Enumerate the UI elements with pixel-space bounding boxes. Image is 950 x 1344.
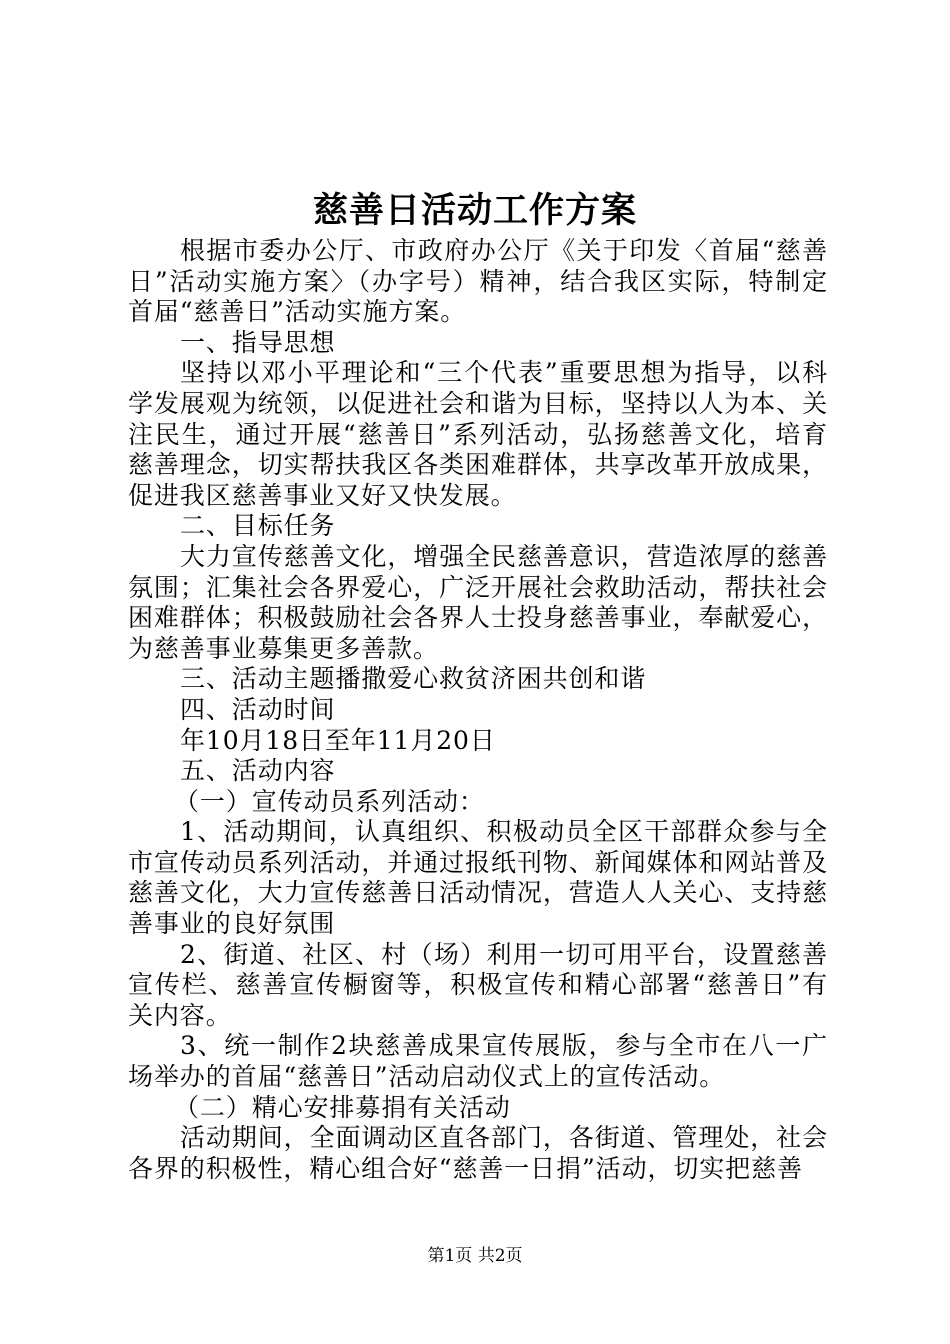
paragraph-fundraising: 活动期间，全面调动区直各部门，各街道、管理处，社会各界的积极性，精心组合好“慈善一日捐”活动，切实把慈善: [128, 1123, 828, 1183]
subsection-heading-fundraising: （二）精心安排募捐有关活动: [174, 1092, 511, 1122]
list-item-1: 1、活动期间，认真组织、积极动员全区干部群众参与全市宣传动员系列活动，并通过报纸刊物、新闻媒体和网站普及慈善文化，大力宣传慈善日活动情况，营造人人关心、支持慈善事业的良好氛围: [128, 817, 828, 939]
section-heading-guiding-ideology: 一、指导思想: [180, 327, 336, 357]
paragraph-intro: 根据市委办公厅、市政府办公厅《关于印发〈首届“慈善日”活动实施方案〉（办字号）精神，结合我区实际，特制定首届“慈善日”活动实施方案。: [128, 236, 828, 327]
section-heading-goals: 二、目标任务: [180, 511, 336, 541]
section-heading-time: 四、活动时间: [180, 694, 336, 724]
list-item-3: 3、统一制作2块慈善成果宣传展版，参与全市在八一广场举办的首届“慈善日”活动启动仪式上的宣传活动。: [128, 1031, 828, 1092]
section-heading-content: 五、活动内容: [180, 756, 336, 786]
document-title: 慈善日活动工作方案: [312, 190, 637, 231]
list-item-2: 2、街道、社区、村（场）利用一切可用平台，设置慈善宣传栏、慈善宣传橱窗等，积极宣传和精心部署“慈善日”有关内容。: [128, 939, 828, 1030]
page-number-footer: 第1页 共2页: [427, 1246, 523, 1266]
paragraph-goals: 大力宣传慈善文化，增强全民慈善意识，营造浓厚的慈善氛围；汇集社会各界爱心，广泛开展社会救助活动，帮扶社会困难群体；积极鼓励社会各界人士投身慈善事业，奉献爱心，为慈善事业募集更多善款。: [128, 541, 828, 663]
paragraph-guiding-ideology: 坚持以邓小平理论和“三个代表”重要思想为指导，以科学发展观为统领，以促进社会和谐为目标，坚持以人为本、关注民生，通过开展“慈善日”系列活动，弘扬慈善文化，培育慈善理念，切实帮扶我区各类困难群体，共享改革开放成果，促进我区慈善事业又好又快发展。: [128, 358, 828, 510]
document-body: [128, 236, 828, 1184]
section-heading-theme: 三、活动主题播撒爱心救贫济困共创和谐: [180, 664, 647, 694]
subsection-heading-publicity: （一）宣传动员系列活动：: [174, 786, 485, 816]
paragraph-time: 年10月18日至年11月20日: [180, 725, 496, 755]
